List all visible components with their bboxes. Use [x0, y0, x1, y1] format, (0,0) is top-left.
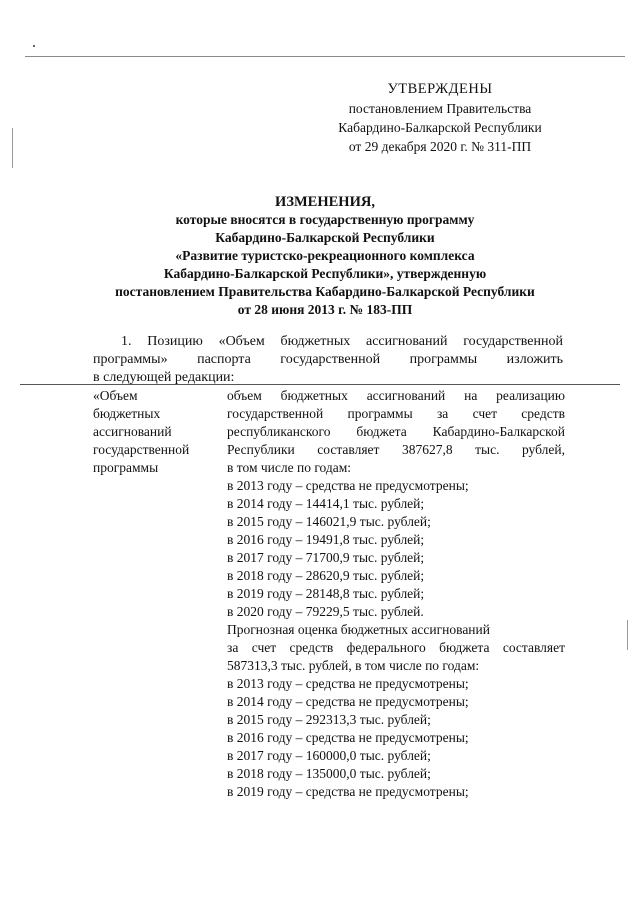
approval-line: от 29 декабря 2020 г. № 311-ПП [348, 139, 532, 154]
republican-year-line: в 2015 году – 146021,9 тыс. рублей; [227, 514, 431, 529]
approval-line: постановлением Правительства [348, 101, 532, 116]
federal-text-line: 587313,3 тыс. рублей, в том числе по годам: [227, 658, 480, 673]
republican-year-line: в 2013 году – средства не предусмотрены; [227, 478, 469, 493]
heading-line: от 28 июня 2013 г. № 183-ПП [237, 302, 413, 317]
left-cell-line: государственной [93, 442, 190, 457]
republican-year-line: в 2020 году – 79229,5 тыс. рублей. [227, 604, 424, 619]
federal-year-line: в 2015 году – 292313,3 тыс. рублей; [227, 712, 431, 727]
scan-top-line [25, 56, 625, 57]
intro-paragraph [93, 333, 563, 387]
heading-title: ИЗМЕНЕНИЯ, [275, 194, 375, 210]
republican-year-line: в 2016 году – 19491,8 тыс. рублей; [227, 532, 425, 547]
heading-line: Кабардино-Балкарской Республики [215, 230, 435, 245]
table-right-column [227, 387, 565, 801]
left-cell-line: ассигнований [93, 424, 172, 439]
heading-line: «Развитие туристско-рекреационного комплекса [175, 248, 475, 263]
table-left-column [93, 387, 218, 477]
budget-text-line: объем бюджетных ассигнований на реализацию [227, 388, 565, 403]
heading-line: которые вносятся в государственную программу [175, 212, 475, 227]
republican-year-line: в 2019 году – 28148,8 тыс. рублей; [227, 586, 425, 601]
federal-text-line: за счет средств федерального бюджета составляет [227, 640, 565, 655]
federal-year-line: в 2016 году – средства не предусмотрены; [227, 730, 469, 745]
scan-left-mark [12, 128, 13, 168]
budget-text-line: государственной программы за счет средств [227, 406, 565, 421]
document-heading [80, 193, 570, 319]
approval-block [320, 80, 560, 156]
budget-text-line: в том числе по годам: [227, 460, 352, 475]
approval-line: Кабардино-Балкарской Республики [338, 120, 542, 135]
republican-year-line: в 2018 году – 28620,9 тыс. рублей; [227, 568, 425, 583]
intro-line: 1. Позицию «Объем бюджетных ассигнований государственной [121, 334, 563, 349]
budget-text-line: республиканского бюджета Кабардино-Балкарской [227, 424, 565, 439]
federal-text-line: Прогнозная оценка бюджетных ассигнований [227, 622, 490, 637]
heading-line: постановлением Правительства Кабардино-Балкарской Республики [115, 284, 535, 299]
scan-right-mark [627, 620, 628, 650]
federal-year-line: в 2013 году – средства не предусмотрены; [227, 676, 469, 691]
budget-text-line: Республики составляет 387627,8 тыс. рублей, [227, 442, 565, 457]
federal-year-line: в 2017 году – 160000,0 тыс. рублей; [227, 748, 431, 763]
federal-year-line: в 2019 году – средства не предусмотрены; [227, 784, 469, 799]
heading-line: Кабардино-Балкарской Республики», утвержденную [163, 266, 487, 281]
left-cell-line: «Объем [93, 388, 138, 403]
intro-line: программы» паспорта государственной программы изложить [93, 352, 563, 367]
republican-year-line: в 2014 году – 14414,1 тыс. рублей; [227, 496, 425, 511]
approval-title: УТВЕРЖДЕНЫ [387, 81, 493, 97]
republican-year-line: в 2017 году – 71700,9 тыс. рублей; [227, 550, 425, 565]
intro-line: в следующей редакции: [93, 370, 235, 385]
left-cell-line: программы [93, 460, 159, 475]
federal-year-line: в 2018 году – 135000,0 тыс. рублей; [227, 766, 431, 781]
left-cell-line: бюджетных [93, 406, 161, 421]
federal-year-line: в 2014 году – средства не предусмотрены; [227, 694, 469, 709]
scan-speck [33, 45, 35, 47]
